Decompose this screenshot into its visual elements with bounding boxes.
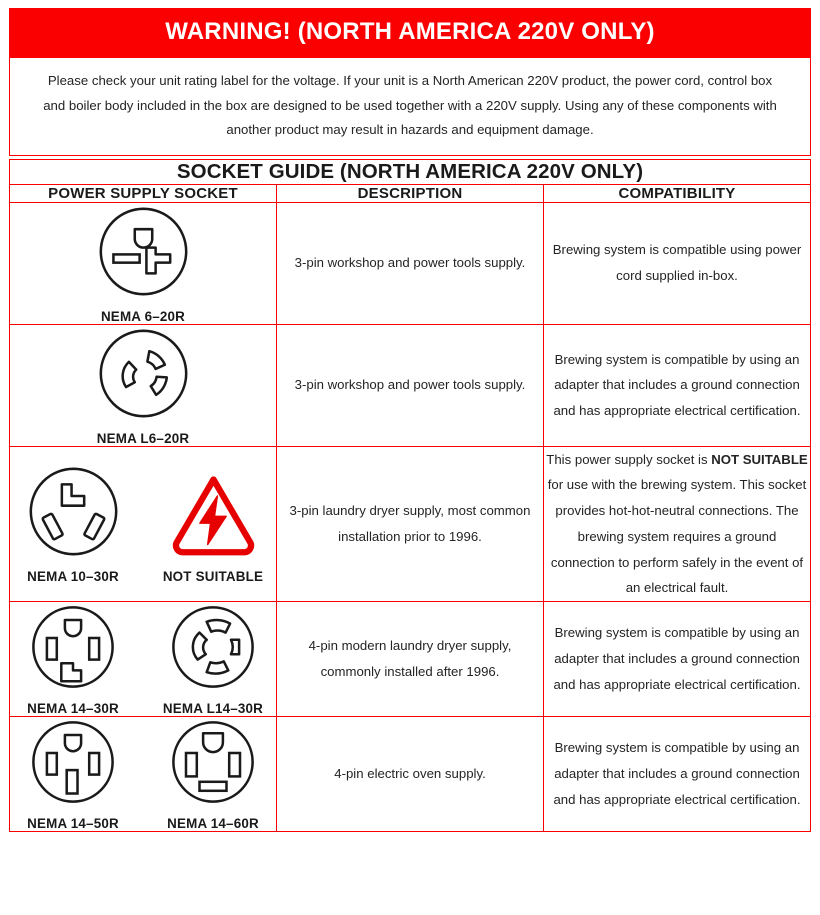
description-cell: 3-pin laundry dryer supply, most common installation prior to 1996. <box>277 446 544 601</box>
socket-item <box>154 463 272 584</box>
nema-14-50r-socket-icon <box>28 717 118 807</box>
nema-14-30r-socket-icon <box>28 602 118 692</box>
socket-caption: NEMA L14–30R <box>162 701 264 717</box>
compatibility-text-suffix: for use with the brewing system. This socket provides hot-hot-neutral connections. The brewing system requires a ground connection to perform safely in the event of an electrical fault. <box>547 477 807 596</box>
compatibility-text-prefix: Brewing system is compatible using power cord supplied in-box. <box>552 242 802 284</box>
socket-caption: NEMA 10–30R <box>27 569 119 585</box>
warning-banner-title: WARNING! (NORTH AMERICA 220V ONLY) <box>9 8 811 58</box>
socket-caption: NEMA 6–20R <box>100 308 186 324</box>
compatibility-text-prefix: This power supply socket is <box>546 451 712 467</box>
table-header-row <box>10 184 811 202</box>
socket-cell <box>10 602 277 717</box>
column-header-power-supply-socket: POWER SUPPLY SOCKET <box>10 184 277 202</box>
socket-cell <box>10 446 277 601</box>
socket-item <box>14 463 132 584</box>
compatibility-cell <box>544 717 811 832</box>
nema-10-30r-socket-icon <box>25 463 122 560</box>
socket-item <box>154 602 272 716</box>
nema-l6-20r-socket-icon <box>95 325 192 422</box>
description-cell: 4-pin modern laundry dryer supply, commonly installed after 1996. <box>277 602 544 717</box>
socket-item <box>14 717 132 831</box>
socket-caption: NEMA 14–30R <box>27 701 119 717</box>
table-title-row <box>10 159 811 184</box>
socket-item <box>154 717 272 831</box>
warning-banner-body: Please check your unit rating label for the voltage. If your unit is a North American 220V product, the power cord, control box and boiler body included in the box are designed to be used together with a 220V supply. Using any of these components with another product may result in hazards and equipment damage. <box>9 58 811 155</box>
table-row <box>10 717 811 832</box>
nema-14-60r-socket-icon <box>168 717 258 807</box>
table-row <box>10 602 811 717</box>
socket-guide-table <box>9 159 811 832</box>
description-cell: 4-pin electric oven supply. <box>277 717 544 832</box>
socket-item <box>14 602 132 716</box>
socket-item <box>84 325 202 446</box>
compatibility-cell <box>544 202 811 324</box>
compatibility-cell <box>544 602 811 717</box>
description-cell: 3-pin workshop and power tools supply. <box>277 324 544 446</box>
table-row <box>10 324 811 446</box>
compatibility-text-prefix: Brewing system is compatible by using an adapter that includes a ground connection and has appropriate electrical certification. <box>553 351 801 419</box>
column-header-compatibility: COMPATIBILITY <box>544 184 811 202</box>
socket-guide-title: SOCKET GUIDE (NORTH AMERICA 220V ONLY) <box>10 159 811 184</box>
socket-caption: NEMA 14–50R <box>27 816 119 832</box>
not-suitable-caption: NOT SUITABLE <box>162 569 264 585</box>
socket-item <box>84 203 202 324</box>
compatibility-text-bold: NOT SUITABLE <box>711 451 808 467</box>
description-cell: 3-pin workshop and power tools supply. <box>277 202 544 324</box>
not-suitable-warning-icon <box>165 463 262 560</box>
compatibility-text-prefix: Brewing system is compatible by using an adapter that includes a ground connection and has appropriate electrical certification. <box>553 740 801 807</box>
socket-cell <box>10 717 277 832</box>
socket-caption: NEMA 14–60R <box>167 816 259 832</box>
table-row <box>10 446 811 601</box>
nema-l14-30r-socket-icon <box>168 602 258 692</box>
socket-caption: NEMA L6–20R <box>96 430 190 446</box>
compatibility-cell <box>544 446 811 601</box>
column-header-description: DESCRIPTION <box>277 184 544 202</box>
compatibility-text-prefix: Brewing system is compatible by using an adapter that includes a ground connection and has appropriate electrical certification. <box>553 625 801 692</box>
nema-6-20r-socket-icon <box>95 203 192 300</box>
table-row <box>10 202 811 324</box>
socket-cell <box>10 324 277 446</box>
socket-cell <box>10 202 277 324</box>
compatibility-cell <box>544 324 811 446</box>
